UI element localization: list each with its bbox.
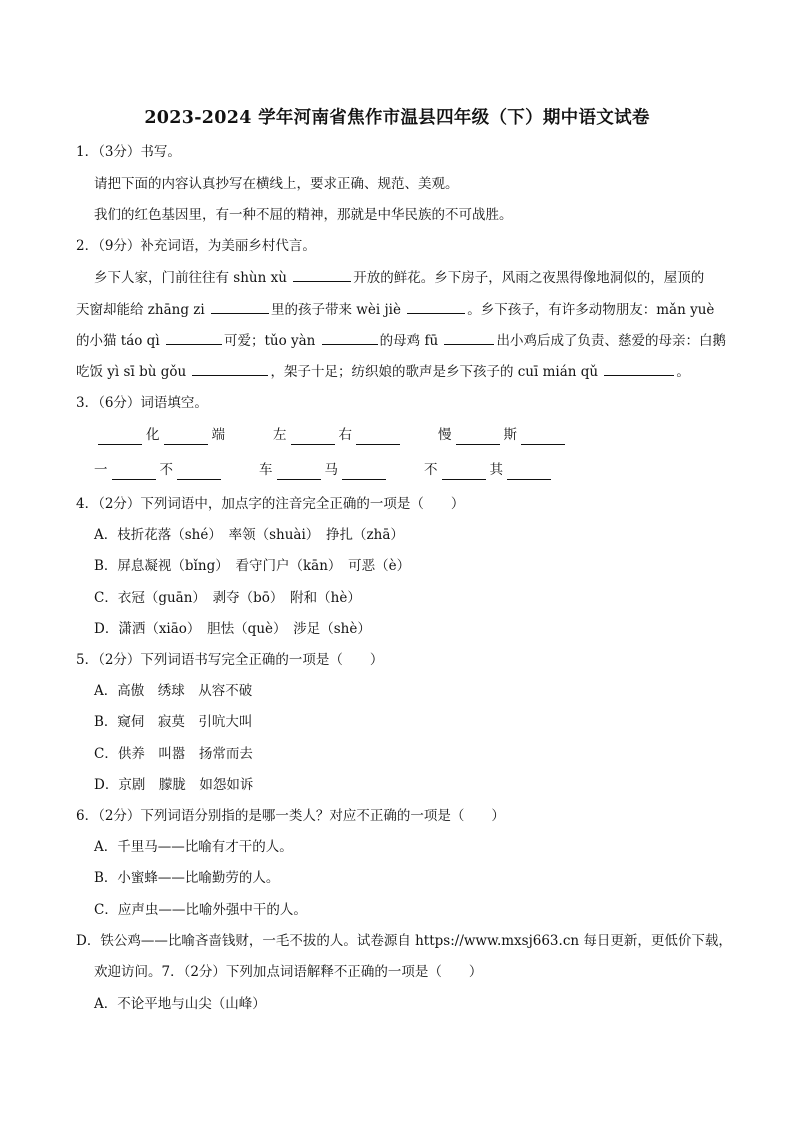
idiom-char: 斯	[503, 427, 517, 443]
answer-blank[interactable]	[211, 299, 269, 314]
answer-blank[interactable]	[456, 430, 500, 445]
option-b[interactable]: B．屏息凝视（bǐng） 看守门户（kān） 可恶（è）	[94, 558, 411, 574]
answer-blank[interactable]	[342, 465, 386, 480]
question-4-head: 4．（2分）下列词语中，加点字的注音完全正确的一项是（ ）	[76, 496, 465, 512]
option-a[interactable]: A．高傲 绣球 从容不破	[94, 683, 253, 699]
idiom-item	[94, 460, 225, 480]
option-c[interactable]: C．供养 叫嚣 扬常而去	[94, 746, 253, 762]
idiom-item	[259, 460, 390, 480]
question-2-line-1	[76, 267, 704, 288]
answer-blank[interactable]	[277, 465, 321, 480]
option-d[interactable]: D．京剧 朦胧 如怨如诉	[94, 777, 254, 793]
option-b[interactable]: B．窥伺 寂莫 引吭大叫	[94, 714, 253, 730]
answer-blank[interactable]	[98, 430, 142, 445]
idiom-char: 端	[211, 427, 225, 443]
question-2-head: 2．（9分）补充词语，为美丽乡村代言。	[76, 238, 316, 254]
question-2-line-2	[76, 299, 714, 320]
answer-blank[interactable]	[166, 330, 222, 345]
page-title: 2023-2024 学年河南省焦作市温县四年级（下）期中语文试卷	[144, 108, 650, 128]
question-1-text: 我们的红色基因里，有一种不屈的精神，那就是中华民族的不可战胜。	[94, 207, 513, 223]
option-d[interactable]: D．铁公鸡——比喻吝啬钱财，一毛不拔的人。试卷源自 https://www.mxsj663.cn 每日更新，更低价下载，	[76, 933, 732, 949]
idiom-char: 右	[338, 427, 352, 443]
question-2-line-4	[76, 361, 690, 382]
idiom-char: 化	[146, 427, 160, 443]
answer-blank[interactable]	[112, 465, 156, 480]
idiom-item	[273, 425, 404, 445]
question-7-head: 欢迎访问。7．（2分）下列加点词语解释不正确的一项是（ ）	[94, 964, 483, 980]
idiom-char: 不	[159, 462, 173, 478]
answer-blank[interactable]	[407, 299, 465, 314]
question-5-head: 5．（2分）下列词语书写完全正确的一项是（ ）	[76, 652, 384, 668]
passage-text: 。乡下孩子，有许多动物朋友：mǎn yuè	[467, 302, 715, 318]
question-2-line-3	[76, 330, 726, 351]
passage-text: 天窗却能给 zhāng zi	[76, 302, 205, 318]
option-a[interactable]: A．不论平地与山尖（山峰）	[94, 996, 266, 1012]
option-c[interactable]: C．衣冠（guān） 剥夺（bō） 附和（hè）	[94, 590, 361, 606]
question-3-head: 3．（6分）词语填空。	[76, 395, 208, 411]
idiom-item	[438, 425, 569, 445]
idiom-item	[94, 425, 225, 445]
passage-text: 乡下人家，门前往往有 shùn xù	[94, 270, 287, 286]
answer-blank[interactable]	[521, 430, 565, 445]
passage-text: 里的孩子带来 wèi jiè	[271, 302, 401, 318]
answer-blank[interactable]	[192, 361, 268, 376]
option-a[interactable]: A．千里马——比喻有才干的人。	[94, 839, 293, 855]
option-a[interactable]: A．枝折花落（shé） 率领（shuài） 挣扎（zhā）	[94, 527, 404, 543]
answer-blank[interactable]	[356, 430, 400, 445]
answer-blank[interactable]	[164, 430, 208, 445]
idiom-char: 一	[94, 462, 108, 478]
answer-blank[interactable]	[293, 267, 351, 282]
answer-blank[interactable]	[322, 330, 378, 345]
passage-text: ，架子十足；纺织娘的歌声是乡下孩子的 cuī mián qǔ	[270, 364, 599, 380]
option-c[interactable]: C．应声虫——比喻外强中干的人。	[94, 902, 307, 918]
passage-text: 开放的鲜花。乡下房子，风雨之夜黑得像地洞似的，屋顶的	[353, 270, 705, 286]
passage-text: 出小鸡后成了负责、慈爱的母亲：白鹅	[496, 333, 726, 349]
idiom-item	[424, 460, 555, 480]
idiom-char: 车	[259, 462, 273, 478]
passage-text: 的小猫 táo qì	[76, 333, 160, 349]
idiom-char: 慢	[438, 427, 452, 443]
answer-blank[interactable]	[444, 330, 494, 345]
option-b[interactable]: B．小蜜蜂——比喻勤劳的人。	[94, 870, 280, 886]
idiom-row-2	[94, 460, 589, 480]
passage-text: 的母鸡 fū	[379, 333, 439, 349]
answer-blank[interactable]	[507, 465, 551, 480]
idiom-char: 马	[324, 462, 338, 478]
passage-text: 。	[676, 364, 690, 380]
answer-blank[interactable]	[291, 430, 335, 445]
answer-blank[interactable]	[604, 361, 674, 376]
option-d[interactable]: D．潇洒（xiāo） 胆怯（què） 涉足（shè）	[94, 621, 371, 637]
answer-blank[interactable]	[442, 465, 486, 480]
passage-text: 吃饭 yì sī bù gǒu	[76, 364, 187, 380]
question-1-head: 1．（3分）书写。	[76, 144, 181, 160]
question-6-head: 6．（2分）下列词语分别指的是哪一类人？对应不正确的一项是（ ）	[76, 808, 505, 824]
idiom-char: 其	[489, 462, 503, 478]
question-1-instruction: 请把下面的内容认真抄写在横线上，要求正确、规范、美观。	[94, 176, 459, 192]
answer-blank[interactable]	[177, 465, 221, 480]
idiom-char: 不	[424, 462, 438, 478]
passage-text: 可爱；tǔo yàn	[223, 333, 316, 349]
idiom-char: 左	[273, 427, 287, 443]
idiom-row-1	[94, 425, 603, 445]
